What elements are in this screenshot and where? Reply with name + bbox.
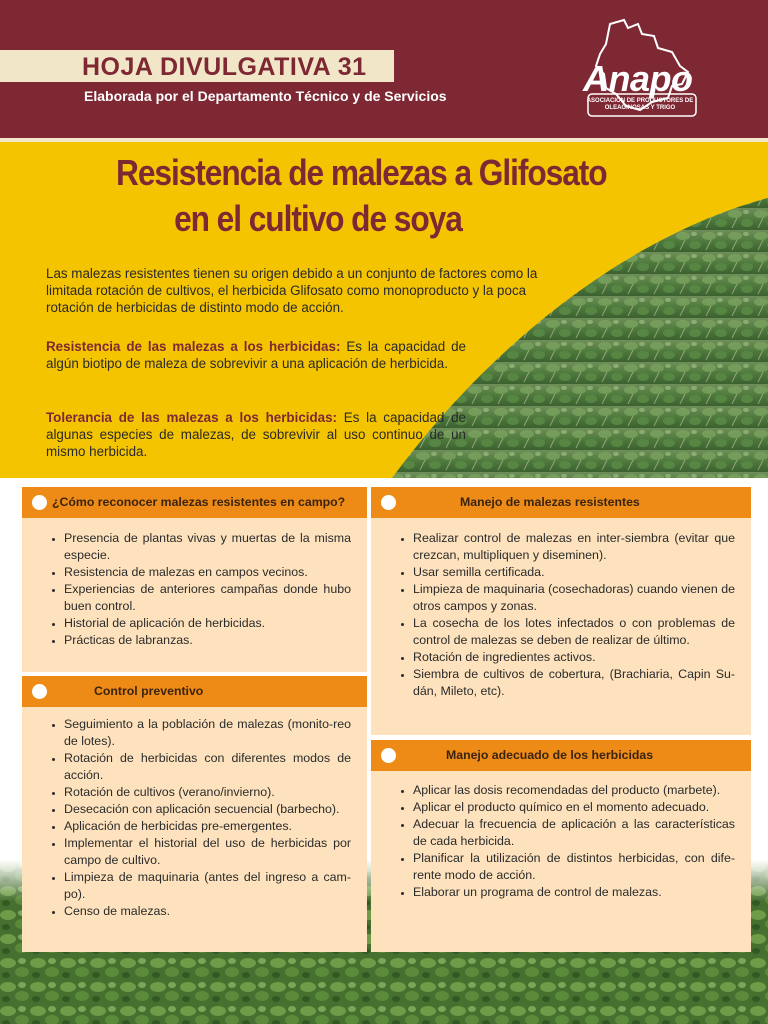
main-title-line-1: Resistencia de malezas a Glifosato <box>116 152 607 193</box>
document-title: HOJA DIVULGATIVA 31 <box>82 53 367 81</box>
main-title-line-2: en el cultivo de soya <box>174 198 462 239</box>
list-item: • Presencia de plantas vivas y muertas de la misma especie. <box>64 530 351 564</box>
list-item: • Desecación con aplicación secuencial (barbecho). <box>64 801 351 818</box>
list-item: • Rotación de cultivos (verano/invierno). <box>64 784 351 801</box>
list-item: • Historial de aplicación de herbicidas. <box>64 615 351 632</box>
list-item: • Rotación de herbicidas con diferentes modos de acción. <box>64 750 351 784</box>
list-item: • Planificar la utilización de distintos herbicidas, con dife-rente modo de acción. <box>413 850 735 884</box>
list-item: • Experiencias de anteriores campañas donde hubo buen control. <box>64 581 351 615</box>
box-title: Manejo adecuado de los herbicidas <box>446 748 654 762</box>
document-subtitle: Elaborada por el Departamento Técnico y de Servicios <box>84 88 447 104</box>
list-item: • Rotación de ingredientes activos. <box>413 649 735 666</box>
box-preventive-control <box>22 676 367 952</box>
bullet-circle-icon <box>32 495 47 510</box>
list-item: • Limpieza de maquinaria (cosechadoras) cuando vienen de otros campos y zonas. <box>413 581 735 615</box>
management-list <box>397 530 735 700</box>
list-item: • Siembra de cultivos de cobertura, (Brachiaria, Capin Su-dán, Mileto, etc). <box>413 666 735 700</box>
box-header <box>22 676 367 707</box>
list-item: • Prácticas de labranzas. <box>64 632 351 649</box>
bullet-circle-icon <box>381 748 396 763</box>
logo-tagline: ASOCIACIÓN DE PRODUCTORES DE OLEAGINOSAS Y TRIGO <box>586 98 694 111</box>
list-item: • Censo de malezas. <box>64 903 351 920</box>
tolerance-definition <box>46 409 466 460</box>
box-recognize-resistant-weeds <box>22 487 367 672</box>
resistance-text: Es la capacidad de algún biotipo de maleza de sobrevivir a una aplicación de herbicida. <box>46 339 466 371</box>
box-resistant-weed-management <box>371 487 751 735</box>
logo-wordmark: Anapo <box>583 58 693 99</box>
list-item: • La cosecha de los lotes infectados o con problemas de control de malezas se deben de realizar de último. <box>413 615 735 649</box>
box-header <box>22 487 367 518</box>
box-header <box>371 740 751 771</box>
list-item: • Usar semilla certificada. <box>413 564 735 581</box>
list-item: • Seguimiento a la población de malezas (monito-reo de lotes). <box>64 716 351 750</box>
box-header <box>371 487 751 518</box>
recognize-list <box>48 530 351 649</box>
list-item: • Adecuar la frecuencia de aplicación a las características de cada herbicida. <box>413 816 735 850</box>
list-item: • Realizar control de malezas en inter-siembra (evitar que crezcan, multipliquen y diseminen). <box>413 530 735 564</box>
intro-paragraph: Las malezas resistentes tienen su origen debido a un conjunto de factores como la limitada rotación de cultivos, el herbicida Glifosato como monoproducto y la poca rotación de herbicidas de distinto modo de acción. <box>46 266 538 315</box>
tolerance-term: Tolerancia de las malezas a los herbicidas: <box>46 410 338 425</box>
tolerance-text: Es la capacidad de algunas especies de malezas, de sobrevivir al uso continuo de un mismo herbicida. <box>46 410 466 459</box>
list-item: • Resistencia de malezas en campos vecinos. <box>64 564 351 581</box>
box-herbicide-management <box>371 740 751 952</box>
list-item: • Elaborar un programa de control de malezas. <box>413 884 735 901</box>
preventive-list <box>48 716 351 920</box>
list-item: • Implementar el historial del uso de herbicidas por campo de cultivo. <box>64 835 351 869</box>
box-title: Control preventivo <box>94 684 204 698</box>
resistance-term: Resistencia de las malezas a los herbicidas: <box>46 339 341 354</box>
bullet-circle-icon <box>381 495 396 510</box>
list-item: • Aplicar el producto químico en el momento adecuado. <box>413 799 735 816</box>
list-item: • Limpieza de maquinaria (antes del ingreso a cam-po). <box>64 869 351 903</box>
main-title <box>116 150 607 242</box>
resistance-definition <box>46 338 466 372</box>
box-title: Manejo de malezas resistentes <box>460 495 640 509</box>
bullet-circle-icon <box>32 684 47 699</box>
list-item: • Aplicar las dosis recomendadas del producto (marbete). <box>413 782 735 799</box>
herbicide-list <box>397 782 735 901</box>
box-title: ¿Cómo reconocer malezas resistentes en campo? <box>52 495 346 509</box>
list-item: • Aplicación de herbicidas pre-emergentes. <box>64 818 351 835</box>
